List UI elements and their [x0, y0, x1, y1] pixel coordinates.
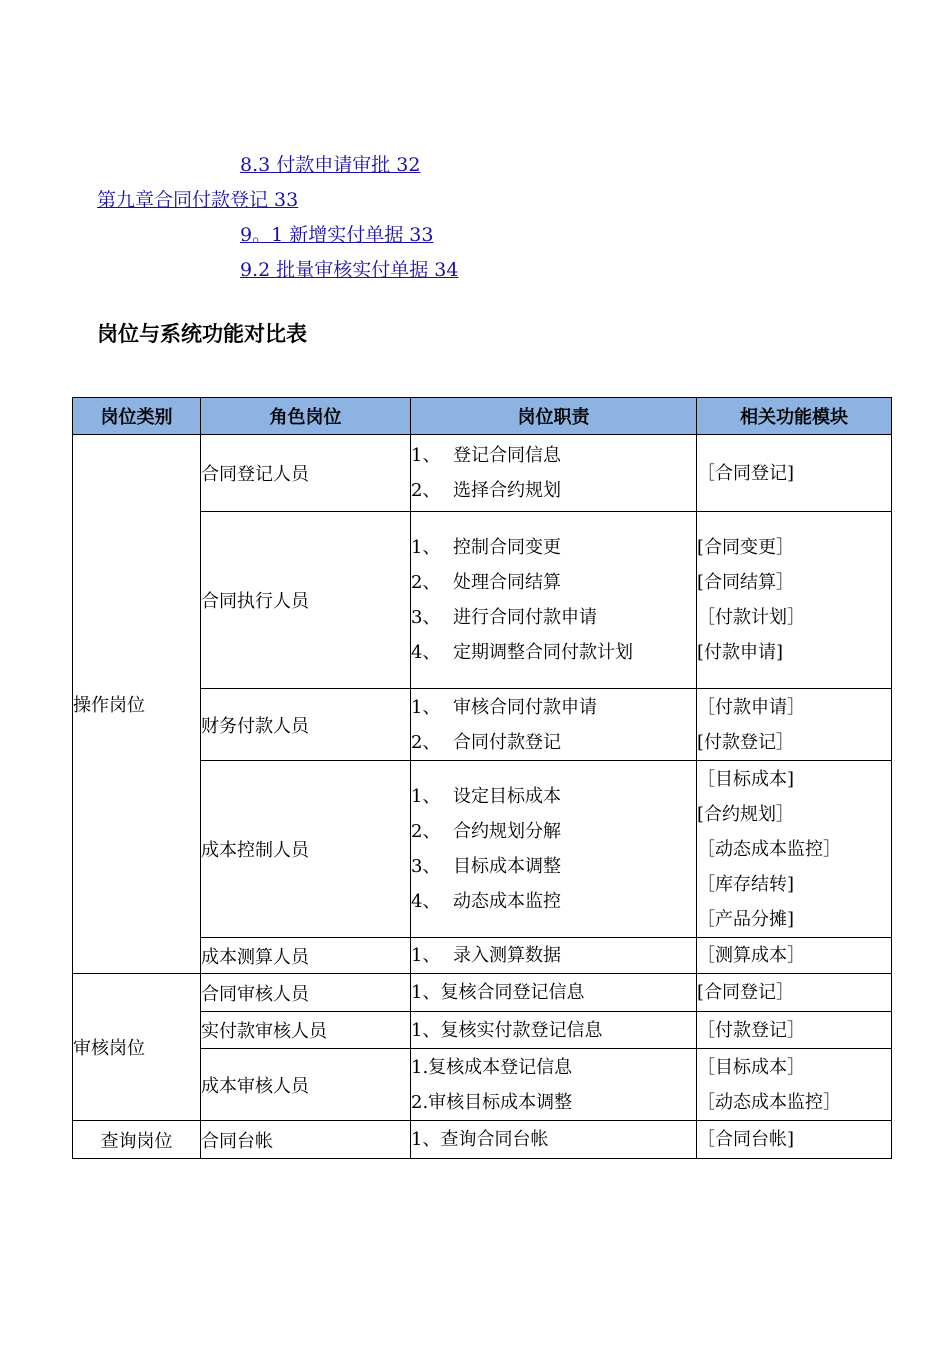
module-cell [697, 689, 892, 761]
table-header-row [73, 398, 892, 435]
duty-text: 录入测算数据 [453, 945, 561, 966]
duty-number: 4、 [411, 642, 441, 663]
category-cell: 审核岗位 [73, 974, 201, 1121]
module-cell [697, 1121, 892, 1159]
duty-number: 1、 [411, 945, 441, 966]
duty-number: 1、 [411, 537, 441, 558]
module-item: [合同登记］ [697, 982, 795, 1003]
module-cell [697, 435, 892, 512]
category-cell: 操作岗位 [73, 435, 201, 974]
header-duties: 岗位职责 [411, 398, 697, 435]
role-cell: 成本控制人员 [201, 761, 411, 938]
duty-number: 1、 [411, 445, 441, 466]
duty-text: 目标成本调整 [453, 856, 561, 877]
duty-cell [411, 761, 697, 938]
duty-cell [411, 1012, 697, 1049]
duty-cell [411, 1049, 697, 1121]
module-item: ［测算成本］ [697, 945, 805, 966]
module-item: [合同结算］ [697, 572, 795, 593]
duty-number: 4、 [411, 891, 441, 912]
header-role: 角色岗位 [201, 398, 411, 435]
module-cell [697, 1049, 892, 1121]
duty-text: 处理合同结算 [453, 572, 561, 593]
duty-text: 1.复核成本登记信息 [411, 1056, 573, 1078]
role-cell: 财务付款人员 [201, 689, 411, 761]
role-cell: 成本测算人员 [201, 938, 411, 974]
module-item: ［目标成本] [697, 768, 795, 790]
module-item: ［合同登记] [697, 462, 795, 484]
role-cell: 实付款审核人员 [201, 1012, 411, 1049]
role-cell: 合同台帐 [201, 1121, 411, 1159]
module-cell [697, 512, 892, 689]
header-modules: 相关功能模块 [697, 398, 892, 435]
duty-text: 设定目标成本 [453, 786, 561, 807]
table-row [73, 974, 892, 1012]
duty-number: 3、 [411, 607, 441, 628]
table-row [73, 435, 892, 512]
duty-number: 3、 [411, 856, 441, 877]
module-cell [697, 1012, 892, 1049]
duty-text: 合约规划分解 [453, 821, 561, 842]
duty-text: 登记合同信息 [453, 445, 561, 466]
toc-link-9-2[interactable]: 9.2 批量审核实付单据 34 [240, 259, 459, 281]
module-item: ［动态成本监控］ [697, 1091, 841, 1113]
module-cell [697, 974, 892, 1012]
duty-text: 1、复核合同登记信息 [411, 982, 585, 1003]
module-cell [697, 938, 892, 974]
duty-cell [411, 938, 697, 974]
category-cell: 查询岗位 [73, 1121, 201, 1159]
duty-cell [411, 512, 697, 689]
table-row [73, 1121, 892, 1159]
duty-number: 2、 [411, 731, 441, 753]
role-cell: 合同审核人员 [201, 974, 411, 1012]
duty-number: 2、 [411, 480, 441, 501]
role-function-table [72, 397, 892, 1159]
module-item: [付款申请] [697, 642, 784, 663]
module-item: ［付款登记］ [697, 1019, 805, 1041]
role-cell: 成本审核人员 [201, 1049, 411, 1121]
duty-text: 2.审核目标成本调整 [411, 1091, 573, 1113]
header-category: 岗位类别 [73, 398, 201, 435]
role-cell: 合同执行人员 [201, 512, 411, 689]
duty-cell [411, 689, 697, 761]
module-item: ［付款申请］ [697, 696, 805, 718]
module-item: ［动态成本监控］ [697, 838, 841, 860]
toc-link-9-1[interactable]: 9。1 新增实付单据 33 [240, 224, 434, 246]
duty-cell [411, 974, 697, 1012]
module-item: ［产品分摊] [697, 908, 795, 930]
module-item: [合约规划］ [697, 803, 795, 825]
duty-text: 1、查询合同台帐 [411, 1129, 549, 1150]
module-item: ［目标成本］ [697, 1056, 805, 1078]
module-item: [合同变更］ [697, 537, 795, 558]
toc-link-chapter-9[interactable]: 第九章合同付款登记 33 [97, 189, 299, 211]
duty-cell [411, 435, 697, 512]
role-cell: 合同登记人员 [201, 435, 411, 512]
module-item: ［库存结转] [697, 873, 795, 895]
duty-number: 1、 [411, 786, 441, 807]
module-item: ［付款计划］ [697, 607, 805, 628]
duty-number: 2、 [411, 572, 441, 593]
duty-text: 合同付款登记 [453, 731, 561, 753]
toc-link-8-3[interactable]: 8.3 付款申请审批 32 [240, 154, 421, 176]
duty-text: 动态成本监控 [453, 891, 561, 912]
duty-text: 定期调整合同付款计划 [453, 642, 633, 663]
module-cell [697, 761, 892, 938]
duty-number: 2、 [411, 821, 441, 842]
section-heading: 岗位与系统功能对比表 [97, 322, 307, 346]
module-item: ［合同台帐] [697, 1129, 795, 1150]
duty-number: 1、 [411, 696, 441, 718]
duty-cell [411, 1121, 697, 1159]
duty-text: 控制合同变更 [453, 537, 561, 558]
duty-text: 进行合同付款申请 [453, 607, 597, 628]
duty-text: 选择合约规划 [453, 480, 561, 501]
duty-text: 审核合同付款申请 [453, 696, 597, 718]
duty-text: 1、复核实付款登记信息 [411, 1019, 603, 1041]
module-item: [付款登记］ [697, 731, 795, 753]
